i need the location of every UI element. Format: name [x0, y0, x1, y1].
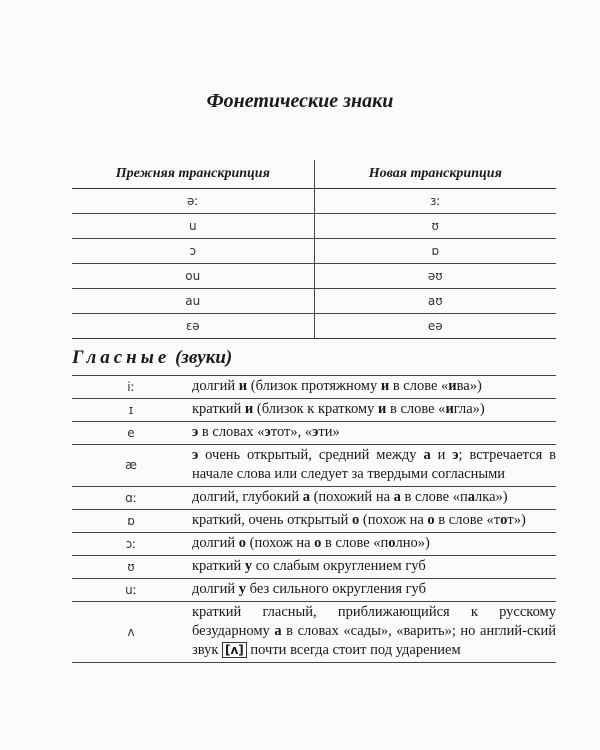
description-text: долгий, глубокий	[192, 489, 303, 505]
bold-letter: э	[192, 447, 199, 463]
vowel-symbol: æ	[72, 445, 190, 487]
vowel-row	[72, 399, 556, 422]
new-symbol: eə	[314, 314, 556, 339]
bold-letter: и	[377, 401, 387, 417]
page-title: Фонетические знаки	[206, 90, 394, 112]
description-text: гла»)	[453, 401, 485, 417]
vowel-row	[72, 376, 556, 399]
bold-letter: у	[238, 581, 247, 597]
description-text: и	[430, 447, 453, 463]
description-text: краткий гласный, приближающийся к русскому безударному	[192, 604, 556, 639]
vowel-symbol: ɔː	[72, 533, 190, 556]
description-text: долгий	[192, 378, 239, 394]
description-text: (похожий на	[309, 489, 394, 505]
transcription-row	[72, 189, 556, 214]
vowel-symbol: uː	[72, 579, 190, 602]
vowel-description	[190, 422, 556, 445]
transcription-table	[72, 160, 556, 339]
description-text: почти всегда стоит под ударением	[246, 642, 461, 658]
vowels-table	[72, 375, 556, 663]
description-text: краткий	[192, 558, 245, 574]
description-text: в словах «	[198, 424, 265, 440]
description-text: (близок к краткому	[253, 401, 378, 417]
vowels-section-title-rest: (звуки)	[170, 347, 233, 368]
bold-letter: а	[274, 623, 282, 639]
bold-letter: о	[238, 535, 247, 551]
description-text: (похож на	[359, 512, 428, 528]
bold-letter: о	[314, 535, 322, 551]
vowel-description	[190, 399, 556, 422]
transcription-header-row	[72, 160, 556, 189]
description-text: долгий	[192, 535, 239, 551]
transcription-row	[72, 289, 556, 314]
vowel-row	[72, 445, 556, 487]
bold-letter: о	[427, 512, 435, 528]
new-transcription-header: Новая транскрипция	[314, 160, 556, 189]
vowel-description	[190, 445, 556, 487]
new-symbol: aʊ	[314, 289, 556, 314]
description-text: долгий	[192, 581, 239, 597]
bold-letter: э	[452, 447, 459, 463]
new-symbol: ʊ	[314, 214, 556, 239]
description-text: в слове «п	[321, 535, 389, 551]
bold-letter: э	[312, 424, 319, 440]
description-text: очень открытый, средний между	[198, 447, 424, 463]
old-transcription-header: Прежняя транскрипция	[72, 160, 314, 189]
description-text: в словах «сады», «варить»; но англий-ский звук	[192, 623, 556, 658]
vowel-description	[190, 556, 556, 579]
new-symbol: əʊ	[314, 264, 556, 289]
bold-letter: и	[238, 378, 248, 394]
description-text: со слабым округлением губ	[252, 558, 426, 574]
vowel-row	[72, 487, 556, 510]
vowel-symbol: ɑː	[72, 487, 190, 510]
old-symbol: u	[72, 214, 314, 239]
description-text: краткий, очень открытый	[192, 512, 353, 528]
vowel-symbol: ɪ	[72, 399, 190, 422]
vowel-description	[190, 487, 556, 510]
transcription-row	[72, 314, 556, 339]
bold-letter: а	[467, 489, 476, 505]
bold-letter: о	[500, 512, 508, 528]
bold-letter: а	[302, 489, 310, 505]
bold-letter: и	[244, 401, 254, 417]
old-symbol: ɔ	[72, 239, 314, 264]
vowels-section-title-spaced: Гласные	[72, 347, 171, 368]
vowel-row	[72, 422, 556, 445]
vowel-row	[72, 510, 556, 533]
bold-letter: о	[352, 512, 360, 528]
description-text: тот», «	[270, 424, 313, 440]
bold-letter: о	[388, 535, 396, 551]
transcription-row	[72, 214, 556, 239]
bold-letter: э	[264, 424, 271, 440]
vowel-symbol: e	[72, 422, 190, 445]
description-text: лно»)	[395, 535, 430, 551]
description-text: (близок протяжному	[247, 378, 381, 394]
description-text: ; встречается в начале слова или следует за твердыми согласными	[192, 447, 557, 482]
vowel-description	[190, 533, 556, 556]
vowel-description	[190, 510, 556, 533]
vowel-symbol: ʊ	[72, 556, 190, 579]
vowels-section-title	[72, 347, 232, 369]
new-symbol: ɜː	[314, 189, 556, 214]
bold-letter: и	[448, 378, 457, 394]
old-symbol: əː	[72, 189, 314, 214]
transcription-row	[72, 264, 556, 289]
vowel-description	[190, 602, 556, 663]
description-text: в слове «	[389, 378, 449, 394]
description-text: т»)	[507, 512, 526, 528]
transcription-row	[72, 239, 556, 264]
vowel-symbol: ʌ	[72, 602, 190, 663]
bold-letter: [ʌ]	[222, 642, 247, 658]
old-symbol: au	[72, 289, 314, 314]
description-text: (похож на	[246, 535, 315, 551]
bold-letter: а	[393, 489, 401, 505]
old-symbol: ou	[72, 264, 314, 289]
bold-letter: и	[380, 378, 390, 394]
description-text: в слове «т	[434, 512, 501, 528]
description-text: в слове «	[386, 401, 446, 417]
vowel-row	[72, 602, 556, 663]
bold-letter: а	[423, 447, 431, 463]
vowel-row	[72, 533, 556, 556]
description-text: ва»)	[456, 378, 482, 394]
bold-letter: э	[192, 424, 199, 440]
old-symbol: ɛə	[72, 314, 314, 339]
new-symbol: ɒ	[314, 239, 556, 264]
description-text: ти»	[318, 424, 340, 440]
vowel-description	[190, 376, 556, 399]
description-text: в слове «п	[400, 489, 468, 505]
description-text: краткий	[192, 401, 245, 417]
vowel-row	[72, 556, 556, 579]
vowel-row	[72, 579, 556, 602]
description-text: без сильного округления губ	[246, 581, 426, 597]
description-text: лка»)	[475, 489, 508, 505]
bold-letter: и	[445, 401, 454, 417]
vowel-symbol: iː	[72, 376, 190, 399]
bold-letter: у	[244, 558, 253, 574]
vowel-description	[190, 579, 556, 602]
vowel-symbol: ɒ	[72, 510, 190, 533]
